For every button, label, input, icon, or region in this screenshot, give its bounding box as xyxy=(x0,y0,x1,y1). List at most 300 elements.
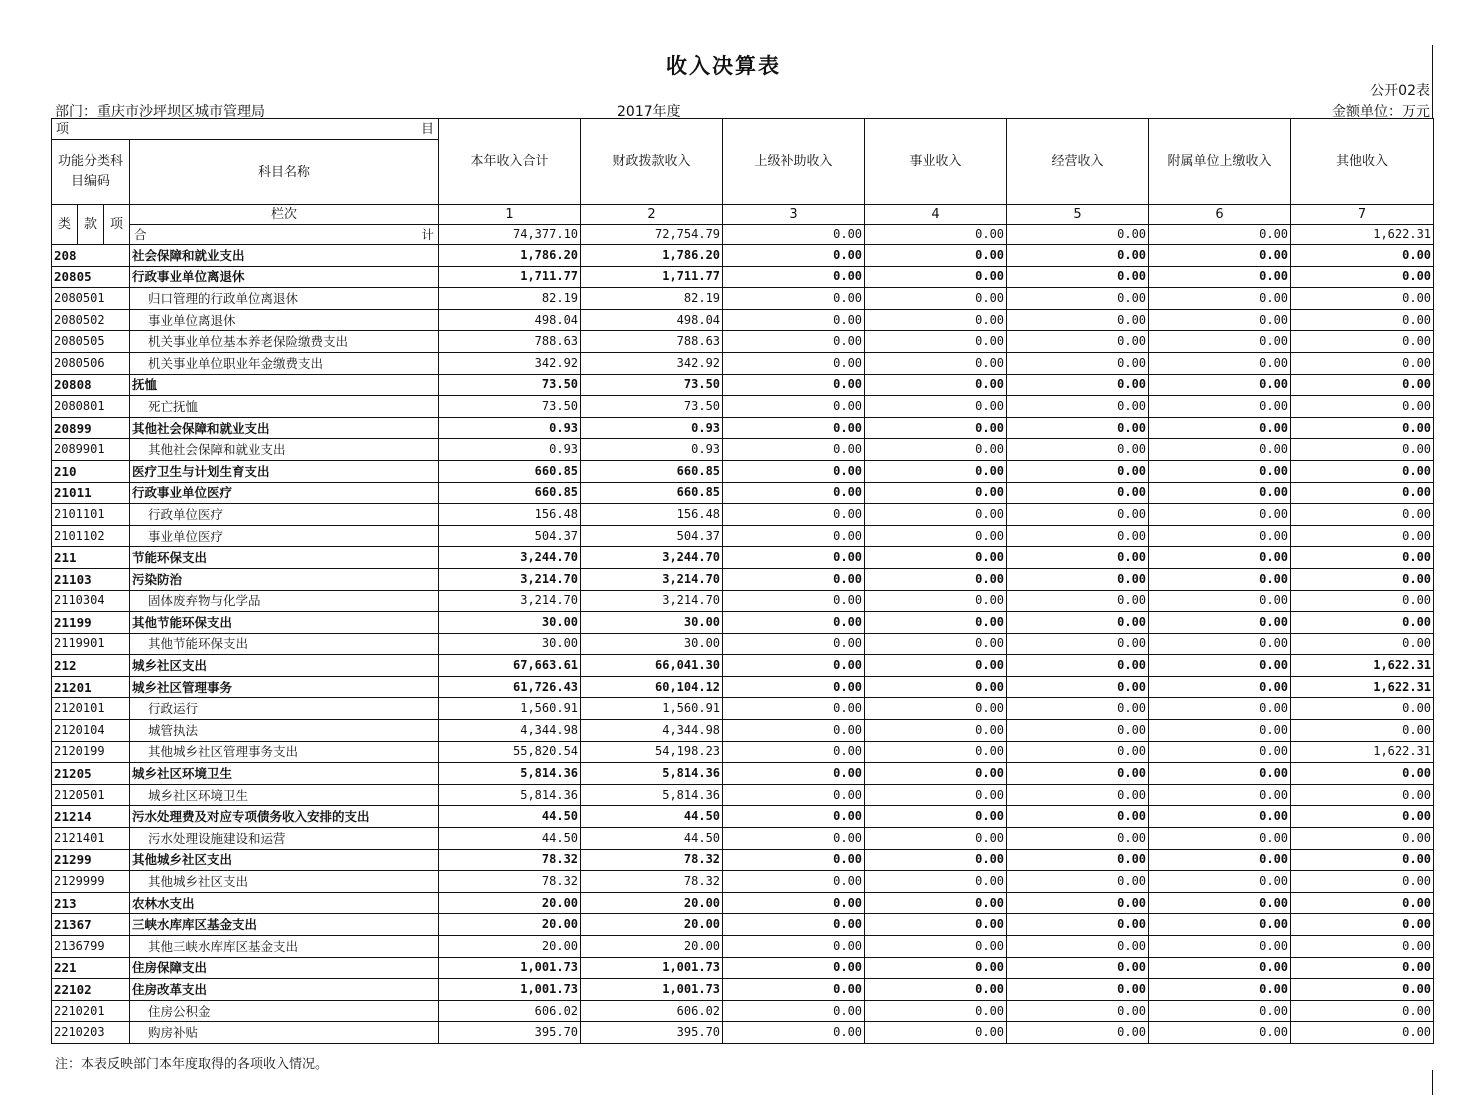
table-row xyxy=(52,849,1434,871)
row-value-col-6: 0.00 xyxy=(1149,676,1291,698)
row-value-col-3: 0.00 xyxy=(723,612,865,634)
row-value-col-7: 0.00 xyxy=(1291,698,1434,720)
row-value-col-2: 1,786.20 xyxy=(581,245,723,267)
row-value-col-6: 0.00 xyxy=(1149,352,1291,374)
row-value-col-4: 0.00 xyxy=(865,720,1007,742)
row-value-col-5: 0.00 xyxy=(1007,309,1149,331)
row-value-col-5: 0.00 xyxy=(1007,633,1149,655)
row-value-col-6: 0.00 xyxy=(1149,914,1291,936)
row-subject-name: 住房改革支出 xyxy=(130,979,439,1001)
total-value-2: 72,754.79 xyxy=(581,225,723,245)
row-value-col-5: 0.00 xyxy=(1007,914,1149,936)
row-subject-name: 固体废弃物与化学品 xyxy=(130,590,439,612)
row-value-col-1: 0.93 xyxy=(439,417,581,439)
row-value-col-2: 20.00 xyxy=(581,914,723,936)
row-code: 2136799 xyxy=(52,936,130,958)
row-value-col-4: 0.00 xyxy=(865,957,1007,979)
table-row xyxy=(52,784,1434,806)
row-value-col-7: 0.00 xyxy=(1291,871,1434,893)
row-value-col-5: 0.00 xyxy=(1007,525,1149,547)
row-value-col-5: 0.00 xyxy=(1007,698,1149,720)
row-value-col-4: 0.00 xyxy=(865,352,1007,374)
row-code: 211 xyxy=(52,547,130,569)
table-row xyxy=(52,352,1434,374)
table-row xyxy=(52,374,1434,396)
row-value-col-7: 0.00 xyxy=(1291,914,1434,936)
row-value-col-3: 0.00 xyxy=(723,892,865,914)
row-subject-name: 污染防治 xyxy=(130,568,439,590)
row-value-col-5: 0.00 xyxy=(1007,352,1149,374)
row-value-col-7: 0.00 xyxy=(1291,396,1434,418)
row-value-col-6: 0.00 xyxy=(1149,439,1291,461)
header-lei: 类 xyxy=(52,205,78,245)
row-value-col-5: 0.00 xyxy=(1007,763,1149,785)
row-value-col-4: 0.00 xyxy=(865,245,1007,267)
row-value-col-7: 1,622.31 xyxy=(1291,676,1434,698)
row-subject-name: 机关事业单位基本养老保险缴费支出 xyxy=(130,331,439,353)
row-value-col-4: 0.00 xyxy=(865,612,1007,634)
table-row xyxy=(52,460,1434,482)
row-value-col-6: 0.00 xyxy=(1149,979,1291,1001)
row-value-col-6: 0.00 xyxy=(1149,784,1291,806)
row-value-col-7: 0.00 xyxy=(1291,979,1434,1001)
col-header-3: 上级补助收入 xyxy=(723,119,865,205)
row-value-col-6: 0.00 xyxy=(1149,396,1291,418)
total-value-3: 0.00 xyxy=(723,225,865,245)
row-code: 208 xyxy=(52,245,130,267)
row-subject-name: 事业单位离退休 xyxy=(130,309,439,331)
row-value-col-2: 1,001.73 xyxy=(581,979,723,1001)
row-value-col-3: 0.00 xyxy=(723,1022,865,1044)
row-value-col-1: 1,786.20 xyxy=(439,245,581,267)
row-value-col-2: 3,214.70 xyxy=(581,568,723,590)
row-value-col-4: 0.00 xyxy=(865,525,1007,547)
row-code: 20899 xyxy=(52,417,130,439)
header-subject-name: 科目名称 xyxy=(130,140,439,205)
row-value-col-2: 0.93 xyxy=(581,439,723,461)
row-value-col-2: 60,104.12 xyxy=(581,676,723,698)
row-value-col-3: 0.00 xyxy=(723,417,865,439)
row-value-col-7: 0.00 xyxy=(1291,828,1434,850)
row-code: 2089901 xyxy=(52,439,130,461)
income-table xyxy=(51,118,1434,1044)
row-code: 2129999 xyxy=(52,871,130,893)
row-value-col-2: 504.37 xyxy=(581,525,723,547)
row-code: 21205 xyxy=(52,763,130,785)
row-value-col-1: 1,560.91 xyxy=(439,698,581,720)
col-number-1: 1 xyxy=(439,205,581,225)
row-subject-name: 其他社会保障和就业支出 xyxy=(130,417,439,439)
row-code: 2210203 xyxy=(52,1022,130,1044)
row-value-col-1: 660.85 xyxy=(439,460,581,482)
row-value-col-1: 67,663.61 xyxy=(439,655,581,677)
row-subject-name: 城乡社区支出 xyxy=(130,655,439,677)
row-subject-name: 社会保障和就业支出 xyxy=(130,245,439,267)
table-row xyxy=(52,1022,1434,1044)
form-number: 公开02表 xyxy=(1370,83,1430,99)
row-value-col-6: 0.00 xyxy=(1149,568,1291,590)
total-value-1: 74,377.10 xyxy=(439,225,581,245)
col-number-6: 6 xyxy=(1149,205,1291,225)
row-value-col-7: 0.00 xyxy=(1291,460,1434,482)
row-value-col-1: 73.50 xyxy=(439,396,581,418)
row-value-col-4: 0.00 xyxy=(865,741,1007,763)
row-value-col-2: 156.48 xyxy=(581,504,723,526)
row-value-col-3: 0.00 xyxy=(723,547,865,569)
header-xiang: 项 xyxy=(56,121,70,137)
row-value-col-1: 5,814.36 xyxy=(439,763,581,785)
table-row xyxy=(52,806,1434,828)
row-value-col-7: 0.00 xyxy=(1291,936,1434,958)
row-value-col-4: 0.00 xyxy=(865,568,1007,590)
row-value-col-3: 0.00 xyxy=(723,374,865,396)
row-value-col-4: 0.00 xyxy=(865,828,1007,850)
table-row xyxy=(52,439,1434,461)
total-value-4: 0.00 xyxy=(865,225,1007,245)
row-value-col-2: 66,041.30 xyxy=(581,655,723,677)
row-value-col-6: 0.00 xyxy=(1149,266,1291,288)
row-value-col-7: 0.00 xyxy=(1291,763,1434,785)
row-code: 21214 xyxy=(52,806,130,828)
row-value-col-2: 20.00 xyxy=(581,892,723,914)
row-value-col-3: 0.00 xyxy=(723,331,865,353)
row-value-col-3: 0.00 xyxy=(723,957,865,979)
row-value-col-3: 0.00 xyxy=(723,979,865,1001)
page-edge-line xyxy=(1432,45,1433,118)
row-value-col-7: 1,622.31 xyxy=(1291,655,1434,677)
row-value-col-2: 73.50 xyxy=(581,396,723,418)
header-xiang-col: 项 xyxy=(104,205,130,245)
row-subject-name: 其他城乡社区支出 xyxy=(130,871,439,893)
header-item-cell xyxy=(52,119,439,140)
col-number-4: 4 xyxy=(865,205,1007,225)
row-value-col-7: 0.00 xyxy=(1291,374,1434,396)
row-value-col-5: 0.00 xyxy=(1007,741,1149,763)
row-subject-name: 住房公积金 xyxy=(130,1000,439,1022)
row-value-col-6: 0.00 xyxy=(1149,698,1291,720)
row-code: 2101102 xyxy=(52,525,130,547)
row-value-col-2: 30.00 xyxy=(581,633,723,655)
row-value-col-7: 0.00 xyxy=(1291,288,1434,310)
row-value-col-2: 44.50 xyxy=(581,828,723,850)
row-value-col-7: 0.00 xyxy=(1291,849,1434,871)
row-value-col-5: 0.00 xyxy=(1007,396,1149,418)
row-value-col-7: 0.00 xyxy=(1291,439,1434,461)
table-row xyxy=(52,612,1434,634)
row-value-col-1: 30.00 xyxy=(439,612,581,634)
row-value-col-3: 0.00 xyxy=(723,676,865,698)
row-subject-name: 其他三峡水库库区基金支出 xyxy=(130,936,439,958)
row-value-col-4: 0.00 xyxy=(865,676,1007,698)
row-value-col-5: 0.00 xyxy=(1007,828,1149,850)
row-value-col-4: 0.00 xyxy=(865,849,1007,871)
row-value-col-6: 0.00 xyxy=(1149,720,1291,742)
row-value-col-2: 30.00 xyxy=(581,612,723,634)
total-value-7: 1,622.31 xyxy=(1291,225,1434,245)
header-func-code: 功能分类科目编码 xyxy=(52,140,130,205)
row-value-col-4: 0.00 xyxy=(865,1000,1007,1022)
total-label-left: 合 xyxy=(134,227,147,242)
row-value-col-1: 0.93 xyxy=(439,439,581,461)
row-value-col-3: 0.00 xyxy=(723,266,865,288)
department-label: 部门：重庆市沙坪坝区城市管理局 xyxy=(55,104,265,120)
row-value-col-7: 0.00 xyxy=(1291,1022,1434,1044)
row-value-col-3: 0.00 xyxy=(723,741,865,763)
row-value-col-7: 0.00 xyxy=(1291,806,1434,828)
row-value-col-4: 0.00 xyxy=(865,547,1007,569)
row-value-col-3: 0.00 xyxy=(723,784,865,806)
row-value-col-3: 0.00 xyxy=(723,828,865,850)
row-value-col-5: 0.00 xyxy=(1007,806,1149,828)
row-subject-name: 节能环保支出 xyxy=(130,547,439,569)
table-row xyxy=(52,396,1434,418)
row-value-col-3: 0.00 xyxy=(723,914,865,936)
row-value-col-1: 73.50 xyxy=(439,374,581,396)
footnote: 注：本表反映部门本年度取得的各项收入情况。 xyxy=(55,1057,329,1072)
row-value-col-3: 0.00 xyxy=(723,763,865,785)
row-value-col-6: 0.00 xyxy=(1149,849,1291,871)
row-subject-name: 行政单位医疗 xyxy=(130,504,439,526)
row-value-col-5: 0.00 xyxy=(1007,547,1149,569)
row-value-col-1: 20.00 xyxy=(439,892,581,914)
row-value-col-2: 342.92 xyxy=(581,352,723,374)
table-row xyxy=(52,504,1434,526)
row-value-col-6: 0.00 xyxy=(1149,547,1291,569)
row-value-col-2: 5,814.36 xyxy=(581,763,723,785)
row-value-col-7: 0.00 xyxy=(1291,331,1434,353)
row-value-col-7: 0.00 xyxy=(1291,547,1434,569)
row-value-col-4: 0.00 xyxy=(865,698,1007,720)
row-value-col-5: 0.00 xyxy=(1007,784,1149,806)
row-value-col-2: 5,814.36 xyxy=(581,784,723,806)
row-value-col-7: 1,622.31 xyxy=(1291,741,1434,763)
row-subject-name: 机关事业单位职业年金缴费支出 xyxy=(130,352,439,374)
row-value-col-7: 0.00 xyxy=(1291,525,1434,547)
row-code: 2119901 xyxy=(52,633,130,655)
row-value-col-6: 0.00 xyxy=(1149,871,1291,893)
row-value-col-2: 3,214.70 xyxy=(581,590,723,612)
row-value-col-1: 20.00 xyxy=(439,936,581,958)
row-subject-name: 污水处理费及对应专项债务收入安排的支出 xyxy=(130,806,439,828)
row-value-col-7: 0.00 xyxy=(1291,892,1434,914)
row-value-col-4: 0.00 xyxy=(865,331,1007,353)
row-value-col-2: 1,001.73 xyxy=(581,957,723,979)
table-row xyxy=(52,633,1434,655)
row-value-col-6: 0.00 xyxy=(1149,482,1291,504)
table-row xyxy=(52,590,1434,612)
row-value-col-4: 0.00 xyxy=(865,374,1007,396)
row-subject-name: 购房补贴 xyxy=(130,1022,439,1044)
row-value-col-6: 0.00 xyxy=(1149,763,1291,785)
row-value-col-6: 0.00 xyxy=(1149,957,1291,979)
row-value-col-2: 78.32 xyxy=(581,849,723,871)
total-label-cell xyxy=(130,225,439,245)
row-value-col-1: 504.37 xyxy=(439,525,581,547)
row-subject-name: 城乡社区管理事务 xyxy=(130,676,439,698)
row-value-col-7: 0.00 xyxy=(1291,720,1434,742)
row-subject-name: 其他节能环保支出 xyxy=(130,612,439,634)
row-value-col-6: 0.00 xyxy=(1149,741,1291,763)
table-row xyxy=(52,482,1434,504)
row-value-col-3: 0.00 xyxy=(723,871,865,893)
row-value-col-2: 54,198.23 xyxy=(581,741,723,763)
row-subject-name: 城乡社区环境卫生 xyxy=(130,784,439,806)
row-value-col-6: 0.00 xyxy=(1149,828,1291,850)
row-code: 21011 xyxy=(52,482,130,504)
row-subject-name: 城管执法 xyxy=(130,720,439,742)
row-value-col-1: 5,814.36 xyxy=(439,784,581,806)
row-value-col-5: 0.00 xyxy=(1007,979,1149,1001)
row-subject-name: 城乡社区环境卫生 xyxy=(130,763,439,785)
row-value-col-6: 0.00 xyxy=(1149,1022,1291,1044)
row-code: 20805 xyxy=(52,266,130,288)
table-row xyxy=(52,266,1434,288)
table-row xyxy=(52,245,1434,267)
col-header-5: 经营收入 xyxy=(1007,119,1149,205)
row-subject-name: 归口管理的行政单位离退休 xyxy=(130,288,439,310)
row-value-col-6: 0.00 xyxy=(1149,525,1291,547)
header-lanci: 栏次 xyxy=(130,205,439,225)
row-value-col-4: 0.00 xyxy=(865,914,1007,936)
row-value-col-2: 1,711.77 xyxy=(581,266,723,288)
row-value-col-5: 0.00 xyxy=(1007,439,1149,461)
row-subject-name: 行政事业单位医疗 xyxy=(130,482,439,504)
row-value-col-7: 0.00 xyxy=(1291,957,1434,979)
row-value-col-1: 660.85 xyxy=(439,482,581,504)
row-value-col-4: 0.00 xyxy=(865,979,1007,1001)
col-header-4: 事业收入 xyxy=(865,119,1007,205)
row-subject-name: 其他城乡社区支出 xyxy=(130,849,439,871)
row-value-col-5: 0.00 xyxy=(1007,957,1149,979)
total-label-right: 计 xyxy=(421,227,435,242)
row-value-col-1: 156.48 xyxy=(439,504,581,526)
row-value-col-1: 1,711.77 xyxy=(439,266,581,288)
table-row xyxy=(52,655,1434,677)
row-value-col-6: 0.00 xyxy=(1149,633,1291,655)
row-value-col-7: 0.00 xyxy=(1291,1000,1434,1022)
row-code: 21199 xyxy=(52,612,130,634)
row-value-col-2: 0.93 xyxy=(581,417,723,439)
row-value-col-1: 78.32 xyxy=(439,849,581,871)
row-value-col-5: 0.00 xyxy=(1007,849,1149,871)
table-row xyxy=(52,309,1434,331)
row-value-col-1: 30.00 xyxy=(439,633,581,655)
row-value-col-3: 0.00 xyxy=(723,633,865,655)
row-value-col-7: 0.00 xyxy=(1291,784,1434,806)
row-code: 21201 xyxy=(52,676,130,698)
row-value-col-4: 0.00 xyxy=(865,266,1007,288)
row-value-col-1: 3,214.70 xyxy=(439,590,581,612)
row-subject-name: 三峡水库库区基金支出 xyxy=(130,914,439,936)
row-value-col-4: 0.00 xyxy=(865,439,1007,461)
row-value-col-3: 0.00 xyxy=(723,936,865,958)
table-row xyxy=(52,676,1434,698)
row-value-col-1: 342.92 xyxy=(439,352,581,374)
row-value-col-1: 78.32 xyxy=(439,871,581,893)
row-value-col-4: 0.00 xyxy=(865,396,1007,418)
row-value-col-7: 0.00 xyxy=(1291,590,1434,612)
row-value-col-2: 1,560.91 xyxy=(581,698,723,720)
row-value-col-4: 0.00 xyxy=(865,936,1007,958)
row-subject-name: 其他节能环保支出 xyxy=(130,633,439,655)
row-value-col-2: 82.19 xyxy=(581,288,723,310)
row-value-col-3: 0.00 xyxy=(723,655,865,677)
row-code: 2080801 xyxy=(52,396,130,418)
row-code: 2210201 xyxy=(52,1000,130,1022)
row-value-col-1: 1,001.73 xyxy=(439,979,581,1001)
row-value-col-1: 44.50 xyxy=(439,828,581,850)
row-value-col-3: 0.00 xyxy=(723,460,865,482)
fiscal-year: 2017年度 xyxy=(617,104,681,120)
row-value-col-2: 606.02 xyxy=(581,1000,723,1022)
row-value-col-5: 0.00 xyxy=(1007,374,1149,396)
row-value-col-1: 55,820.54 xyxy=(439,741,581,763)
row-value-col-6: 0.00 xyxy=(1149,590,1291,612)
table-row xyxy=(52,331,1434,353)
page-edge-line-bottom xyxy=(1432,1070,1433,1095)
table-row xyxy=(52,525,1434,547)
header-kuan: 款 xyxy=(78,205,104,245)
table-row xyxy=(52,763,1434,785)
row-value-col-5: 0.00 xyxy=(1007,504,1149,526)
row-value-col-6: 0.00 xyxy=(1149,460,1291,482)
row-value-col-4: 0.00 xyxy=(865,1022,1007,1044)
row-value-col-5: 0.00 xyxy=(1007,568,1149,590)
row-value-col-6: 0.00 xyxy=(1149,417,1291,439)
row-code: 2121401 xyxy=(52,828,130,850)
row-value-col-5: 0.00 xyxy=(1007,245,1149,267)
table-row xyxy=(52,936,1434,958)
row-value-col-4: 0.00 xyxy=(865,482,1007,504)
table-row xyxy=(52,979,1434,1001)
row-value-col-1: 3,214.70 xyxy=(439,568,581,590)
row-value-col-2: 3,244.70 xyxy=(581,547,723,569)
row-value-col-3: 0.00 xyxy=(723,525,865,547)
row-value-col-5: 0.00 xyxy=(1007,655,1149,677)
table-row xyxy=(52,741,1434,763)
row-value-col-2: 660.85 xyxy=(581,460,723,482)
row-value-col-3: 0.00 xyxy=(723,352,865,374)
total-value-5: 0.00 xyxy=(1007,225,1149,245)
row-value-col-5: 0.00 xyxy=(1007,417,1149,439)
row-value-col-6: 0.00 xyxy=(1149,892,1291,914)
row-value-col-7: 0.00 xyxy=(1291,417,1434,439)
amount-unit: 金额单位：万元 xyxy=(1332,104,1430,120)
row-value-col-4: 0.00 xyxy=(865,288,1007,310)
col-number-3: 3 xyxy=(723,205,865,225)
row-value-col-5: 0.00 xyxy=(1007,460,1149,482)
row-value-col-3: 0.00 xyxy=(723,309,865,331)
table-row xyxy=(52,1000,1434,1022)
table-row xyxy=(52,892,1434,914)
row-value-col-6: 0.00 xyxy=(1149,504,1291,526)
row-code: 2080502 xyxy=(52,309,130,331)
row-subject-name: 其他城乡社区管理事务支出 xyxy=(130,741,439,763)
row-value-col-5: 0.00 xyxy=(1007,590,1149,612)
row-value-col-1: 4,344.98 xyxy=(439,720,581,742)
row-value-col-6: 0.00 xyxy=(1149,309,1291,331)
row-value-col-4: 0.00 xyxy=(865,784,1007,806)
row-value-col-5: 0.00 xyxy=(1007,676,1149,698)
row-value-col-5: 0.00 xyxy=(1007,331,1149,353)
row-code: 22102 xyxy=(52,979,130,1001)
row-value-col-4: 0.00 xyxy=(865,633,1007,655)
row-value-col-6: 0.00 xyxy=(1149,655,1291,677)
row-subject-name: 医疗卫生与计划生育支出 xyxy=(130,460,439,482)
row-value-col-5: 0.00 xyxy=(1007,1000,1149,1022)
row-value-col-3: 0.00 xyxy=(723,245,865,267)
row-value-col-3: 0.00 xyxy=(723,849,865,871)
